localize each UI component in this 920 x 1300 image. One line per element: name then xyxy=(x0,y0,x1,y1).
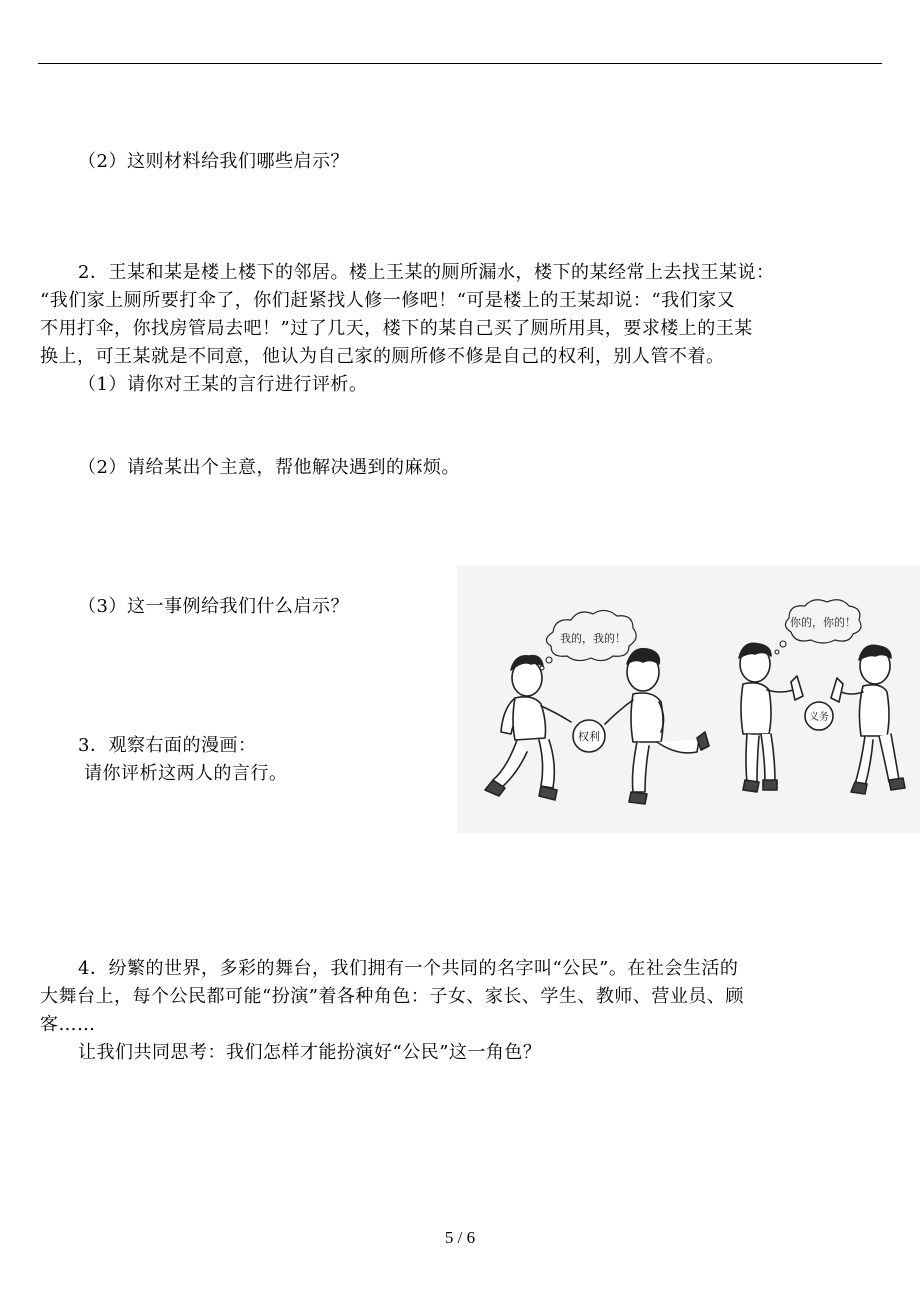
left-thought-bubble xyxy=(540,610,636,670)
left-figure-b xyxy=(605,649,709,804)
rights-ball xyxy=(573,720,605,752)
left-figure-a xyxy=(485,656,571,800)
duties-ball xyxy=(805,702,833,730)
header-rule xyxy=(38,63,882,64)
q2-line-3: 不用打伞，你找房管局去吧！”过了几天，楼下的某自己买了厕所用具，要求楼上的王某 xyxy=(40,318,753,339)
q1-part2: （2）这则材料给我们哪些启示？ xyxy=(78,151,349,172)
q3-line-1: 3．观察右面的漫画： xyxy=(78,735,257,756)
q2-line-4: 换上，可王某就是不同意，他认为自己家的厕所修不修是自己的权利，别人管不着。 xyxy=(40,346,725,367)
right-bubble-text: 你的，你的！ xyxy=(790,616,856,629)
right-figure-a xyxy=(739,643,803,792)
comic-illustration xyxy=(457,566,920,833)
q2-part1: （1）请你对王某的言行进行评析。 xyxy=(78,374,368,395)
q4-line-3: 客…… xyxy=(40,1014,96,1035)
page-number: 5 / 6 xyxy=(444,1228,476,1247)
q4-question: 让我们共同思考：我们怎样才能扮演好“公民”这一角色？ xyxy=(78,1042,542,1063)
q4-line-2: 大舞台上，每个公民都可能“扮演”着各种角色：子女、家长、学生、教师、营业员、顾 xyxy=(40,986,744,1007)
q2-line-1: 2．王某和某是楼上楼下的邻居。楼上王某的厕所漏水，楼下的某经常上去找王某说： xyxy=(78,262,775,283)
rights-ball-label: 权利 xyxy=(578,730,600,743)
q2-part3: （3）这一事例给我们什么启示？ xyxy=(78,596,349,617)
q3-line-2: 请你评析这两人的言行。 xyxy=(84,763,288,784)
q2-line-2: “我们家上厕所要打伞了，你们赶紧找人修一修吧！“可是楼上的王某却说：“我们家又 xyxy=(40,290,736,311)
duties-ball-label: 义务 xyxy=(809,712,829,723)
q4-line-1: 4．纷繁的世界，多彩的舞台，我们拥有一个共同的名字叫“公民”。在社会生活的 xyxy=(78,958,739,979)
q2-part2: （2）请给某出个主意，帮他解决遇到的麻烦。 xyxy=(78,457,460,478)
right-thought-bubble xyxy=(775,600,861,654)
left-bubble-text: 我的，我的！ xyxy=(560,632,626,645)
right-figure-b xyxy=(831,645,905,794)
